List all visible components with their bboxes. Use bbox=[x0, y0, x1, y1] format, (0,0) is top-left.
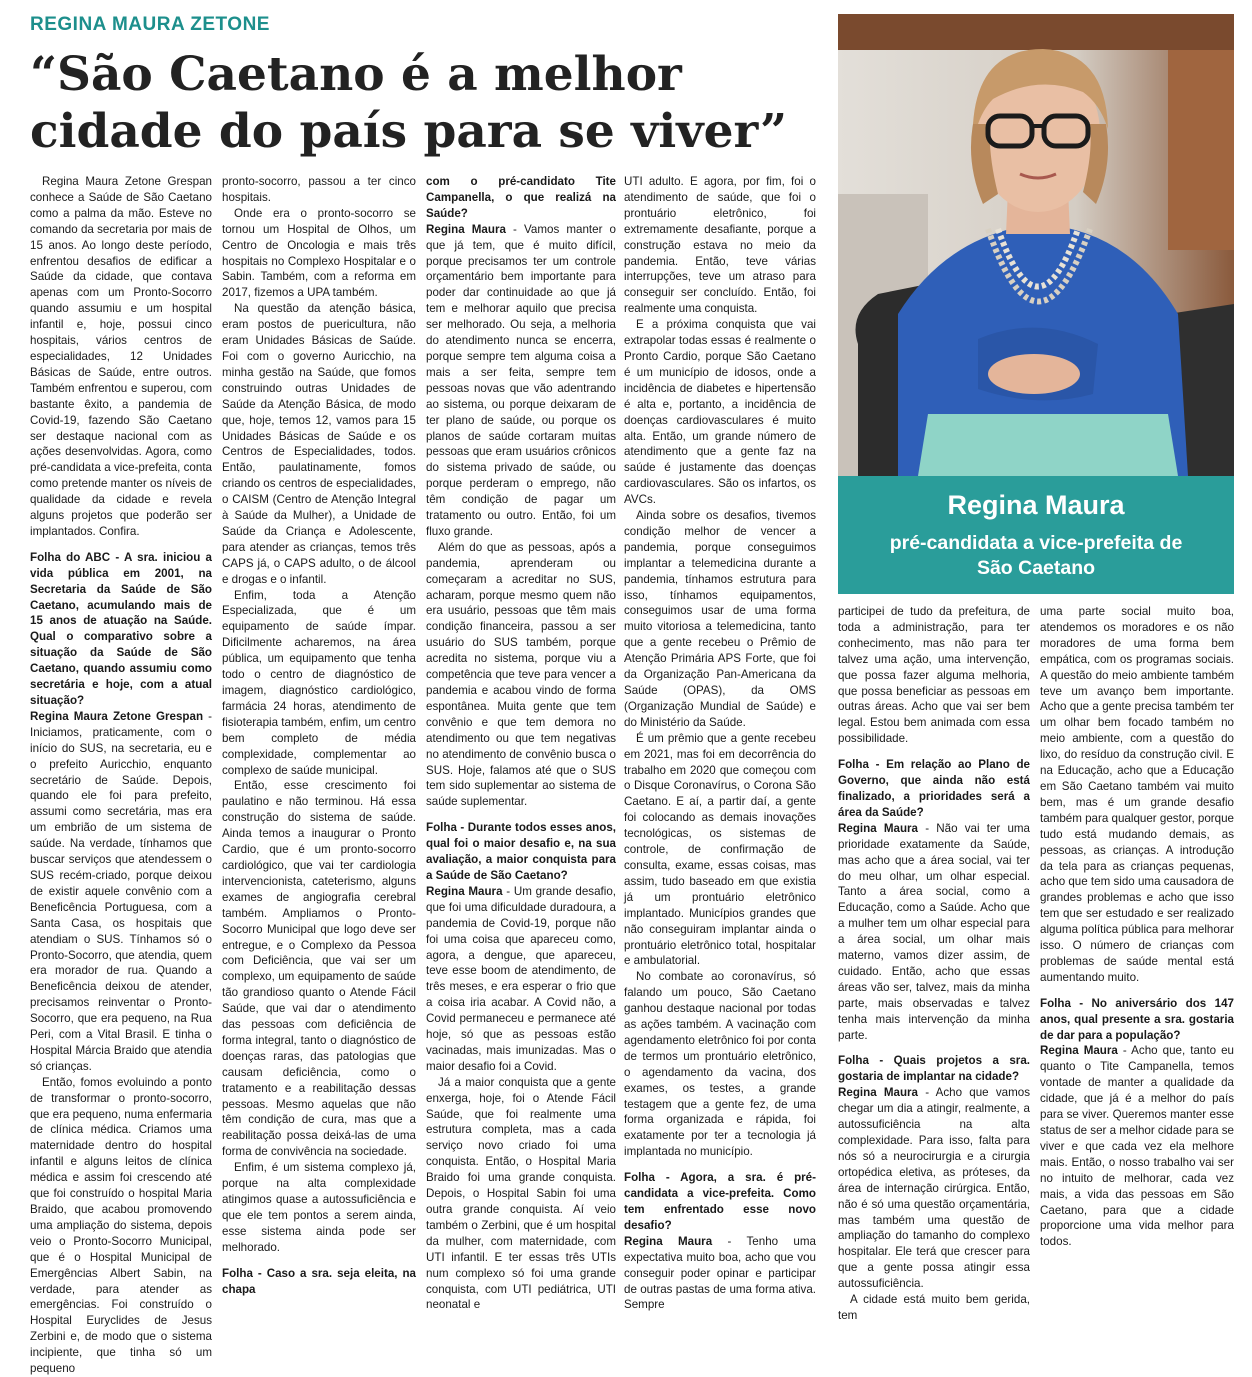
portrait-photo bbox=[838, 14, 1234, 476]
intro-paragraph: Regina Maura Zetone Grespan conhece a Saúde de São Caetano como a palma da mão. Esteve no comando da secretaria por mais de 15 anos. Ao longo deste período, enfrentou desafios de edificar a Saúde da cidade, que contava apenas com um Pronto-Socorro quando assumiu e um hospital infantil e, hoje, possui cinco hospitais, vários centros de especialidades, 12 Unidades Básicas de Saúde, entre outros. Também enfrentou e superou, com bastante êxito, a pandemia de Covid-19, fazendo São Caetano ser destaque nacional com as ações desenvolvidas. Agora, como pré-candidata a vice-prefeita, conta como pretende manter os níveis de qualidade da cidade e revela alguns projetos que poderão ser implantados. Confira. bbox=[30, 175, 212, 538]
answer-1 bbox=[30, 709, 212, 1075]
paragraph: No combate ao coronavírus, só falando um pouco, São Caetano ganhou destaque nacional por todas as ações também. A vacinação com agendamento eletrônico foi por conta de termos um prontuário eletrônico, o agendamento da vacina, dos exames, os testes, a grande testagem que a gente fez, de uma forma organizada e rápida, foi exatamente por ter a tecnologia já implantada no município. bbox=[624, 970, 816, 1159]
paragraph: participei de tudo da prefeitura, de toda a administração, para ter conhecimento, mas não para ter talvez uma ação, uma intervenção, que possa fazer alguma melhoria, que possa beneficiar as pessoas em outras áreas. Acho que vai ser bem legal. Estou bem animada com essa possibilidade. bbox=[838, 605, 1030, 746]
question-2: Folha - Caso a sra. seja eleita, na chapa bbox=[222, 1266, 416, 1296]
paragraph: Na questão da atenção básica, eram postos de puericultura, não eram Unidades Básicas de Saúde. Foi com o governo Auricchio, na minha gestão na Saúde, que fomos construindo outras Unidades de Saúde da Atenção Básica, de modo que, hoje, temos 12, vamos para 15 Unidades Básicas de Saúde e os Centros de Especialidades, todos. Então, paulatinamente, fomos criando os centros de especialidades, o CAISM (Centro de Atenção Integral à Saúde da Mulher), a Unidade de Saúde da Criança e Adolescente, para atender as crianças, temos três CAPS já, o CAPS adulto, o de álcool e drogas e o infantil. bbox=[222, 302, 416, 586]
answer-text: - Não vai ter uma prioridade exatamente da Saúde, mas acho que a área social, vai ter do meu olhar, um olhar especial. Tanto a área social, como a Educação, como a Saúde. Acho que a mulher tem um olhar especial para a área social, um olhar mais materno, vamos dizer assim, de cuidado. Então, acho que essas áreas vão ser, talvez, mais da minha parte, mais observadas e talvez tenha mais intervenção da minha parte. bbox=[838, 821, 1030, 1042]
speaker-label: Regina Maura bbox=[838, 821, 918, 835]
answer-text: - Um grande desafio, que foi uma dificuldade duradoura, a pandemia de Covid-19, porque não foi uma coisa que apareceu como, agora, a dengue, que apareceu, teve esse boom de atendimento, de três meses, e era esperar o frio que a coisa iria acabar. A Covid não, a Covid permaneceu e permanece até hoje, só que as pessoas estão vacinadas, mais imunizadas. Mas o maior desafio foi a Covid. bbox=[426, 884, 617, 1073]
paragraph: Onde era o pronto-socorro se tornou um Hospital de Olhos, um Centro de Oncologia e mais três hospitais no Complexo Hospitalar e o Sabin. Também, com a reforma em 2017, fizemos a UPA também. bbox=[222, 206, 416, 300]
question-6: Folha - Quais projetos a sra. gostaria de implantar na cidade? bbox=[838, 1054, 1030, 1084]
paragraph: Já a maior conquista que a gente enxerga, hoje, foi o Atende Fácil Saúde, que foi realmente uma estrutura completa, mas a cada serviço novo criado foi uma conquista. Então, o Hospital Maria Braido foi uma grande conquista. Depois, o Hospital Sabin foi uma outra grande conquista. Aí veio também o Zerbini, que é um hospital da mulher, com maternidade, com UTI infantil. E ter essas três UTIs num complexo só foi uma grande conquista, com UTI pediátrica, UTI neonatal e bbox=[426, 1075, 616, 1312]
paragraph: E a próxima conquista que vai extrapolar todas essas é realmente o Pronto Cardio, porque São Caetano é um município de idosos, onde a incidência de diabetes e hipertensão é alta e, portanto, a incidência de doenças cardiovasculares é muito alta. Então, um grande número de atendimento que a gente faz na saúde é justamente das doenças cardiovasculares. São os infartos, os AVCs. bbox=[624, 318, 816, 507]
paragraph: Além do que as pessoas, após a pandemia, aprenderam ou começaram a acreditar no SUS, acharam, porque mesmo quem não era usuário, pessoas que têm mais condição financeira, passou a ser usuário do SUS também, porque acredita no sistema, porque viu a competência que teve para vencer a pandemia e acabou vindo de forma espontânea. Muita gente que tem convênio e que tem demora no atendimento ou que tem negativas no atendimento de convênio busca o SUS. Hoje, falamos até que o SUS tem sido suplementar ao sistema de saúde suplementar. bbox=[426, 540, 616, 809]
question-1: Folha do ABC - A sra. iniciou a vida pública em 2001, na Secretaria da Saúde de São Caetano, acumulando mais de 15 anos de atuação na Saúde. Qual o comparativo sobre a situação da Saúde de São Caetano, quando assumiu como secretária e hoje, com a atual situação? bbox=[30, 550, 212, 707]
author-kicker: REGINA MAURA ZETONE bbox=[30, 14, 270, 35]
paragraph: uma parte social muito boa, atendemos os moradores e os não moradores de uma forma bem empática, com os programas sociais. A questão do meio ambiente também teve um avanço bem importante. Acho que a gente precisa também ter um olhar bem focado também no meio ambiente, com a questão do lixo, do resíduo da construção civil. E na Educação, acho que a Educação em São Caetano também vai muito bem, mas é um grande desafio também para qualquer gestor, porque tudo está mudando demais, as pessoas, as crianças. A introdução da tela para as crianças pequenas, acho que tem sido uma causadora de grandes problemas e acho que isso tem que ser estudado e ser realizado alguma política pública para melhorar isso. O número de crianças com problemas de saúde mental está aumentando muito. bbox=[1040, 605, 1234, 984]
question-3: Folha - Durante todos esses anos, qual foi o maior desafio e, na sua avaliação, a maior conquista para a Saúde de São Caetano? bbox=[426, 821, 616, 882]
answer-7 bbox=[1040, 1043, 1234, 1250]
answer-6 bbox=[838, 1085, 1030, 1292]
paragraph: A cidade está muito bem gerida, tem bbox=[838, 1293, 1030, 1322]
answer-5 bbox=[838, 821, 1030, 1044]
paragraph: Enfim, toda a Atenção Especializada, que é um equipamento de saúde ímpar. Dificilmente acharemos, na área pública, um equipamento que tenha todo o centro de diagnóstico de imagem, diagnóstico cardiológico, farmácia 24 horas, atendimento de fisioterapia também, enfim, um centro bem completo de média complexidade, complementar ao complexo de saúde municipal. bbox=[222, 588, 416, 777]
caption-role: pré-candidata a vice-prefeita de São Caetano bbox=[889, 532, 1183, 579]
caption-box bbox=[838, 476, 1234, 594]
paragraph: É um prêmio que a gente recebeu em 2021, mas foi em decorrência do trabalho em 2020 que começou com o Disque Coronavírus, o Corona São Caetano. E aí, a partir daí, a gente foi colocando as demais inovações tecnológicas, os sistemas de controle, de confirmação de consulta, exame, essas coisas, mas assim, tudo baseado em que existia já um prontuário eletrônico implantado. Municípios grandes que não conseguiram implantar ainda o prontuário eletrônico total, hospitalar e ambulatorial. bbox=[624, 731, 816, 968]
answer-4 bbox=[624, 1234, 816, 1314]
article-column-2 bbox=[222, 174, 416, 1296]
paragraph: Ainda sobre os desafios, tivemos condição melhor de vencer a pandemia, porque conseguimos implantar a telemedicina durante a pandemia, tínhamos estrutura para isso, tínhamos equipamentos, conseguimos usar de uma forma muito vitoriosa a telemedicina, tanto que a gente recebeu o Prêmio de Atenção Primária APS Forte, que foi da Organização Pan-Americana da Saúde (OPAS), da OMS (Organização Mundial de Saúde) e do Ministério da Saúde. bbox=[624, 509, 816, 729]
caption-name: Regina Maura bbox=[947, 490, 1125, 520]
speaker-label: Regina Maura bbox=[426, 884, 503, 898]
answer-text: - Acho que, tanto eu quanto o Tite Campanella, temos vontade de manter a qualidade da cidade, que já é a melhor do país para se viver. Queremos manter esse status de ser a melhor cidade para se viver e que cada vez ela melhore mais. Então, o nosso trabalho vai ser no intuito de melhorar, cada vez mais, a vida das pessoas em São Caetano, para que a cidade proporcione uma vida melhor para todos. bbox=[1040, 1044, 1234, 1249]
answer-text: - Iniciamos, praticamente, com o início do SUS, na secretaria, eu e o prefeito Auricchio, enquanto secretário de Saúde. Depois, quando ele foi para prefeito, assumi como secretária, mas era um embrião de um sistema de saúde. Na verdade, tínhamos que buscar serviços que atendessem o SUS recém-criado, porque deixou de existir aquele convênio com a Beneficência Portuguesa, com a Santa Casa, os hospitais que atendiam o SUS. Tínhamos só o Pronto-Socorro, que atendia, quem era morador de rua. Quando a Beneficência deixou de atender, precisamos reinventar o Pronto-Socorro, que era pequeno, na Rua Peri, com a Vital Brasil. E tinha o Hospital Márcia Braido que atendia só crianças. bbox=[30, 709, 212, 1073]
question-5: Folha - Em relação ao Plano de Governo, que ainda não está finalizado, a prioridades será a área da Saúde? bbox=[838, 758, 1030, 819]
speaker-label: Regina Maura bbox=[624, 1234, 713, 1248]
answer-text: - Vamos manter o que já tem, que é muito difícil, porque precisamos ter um controle orçamentário bem importante para poder dar continuidade ao que já tem e melhorar aquilo que precisa ser melhorado. Ou seja, a melhoria do atendimento nunca se encerra, porque sempre tem alguma coisa a mais a ser feita, sempre tem pessoas novas que vão adentrando ao sistema, ou porque deixaram de ter plano de saúde, ou porque os planos de saúde cortaram muitas pessoas que eram usuários crônicos do sistema privado de saúde, ou porque perderam o emprego, não têm condição de pagar um tratamento ou outro. Então, foi um fluxo grande. bbox=[426, 222, 616, 538]
paragraph: Então, fomos evoluindo a ponto de transformar o pronto-socorro, que era pequeno, numa enfermaria de clínica médica. Criamos uma maternidade dentro do hospital infantil e alguns leitos de clínica médica e assim foi crescendo até que foi construído o hospital Maria Braido, que acabou promovendo uma ampliação do sistema, depois veio o Pronto-Socorro Municipal, que é o Hospital Municipal de Emergências Albert Sabin, na verdade, para atender as emergências. Foi construído o Hospital Euryclides de Jesus Zerbini e, de modo que o sistema incipiente, que tinha só um pequeno bbox=[30, 1075, 212, 1376]
answer-2 bbox=[426, 222, 616, 540]
paragraph: Enfim, é um sistema complexo já, porque na alta complexidade atingimos quase a autossuficiência e que ele tem pontos a serem ainda, esse sistema ainda pode ser melhorado. bbox=[222, 1161, 416, 1254]
speaker-label: Regina Maura bbox=[1040, 1044, 1118, 1058]
answer-text: - Tenho uma expectativa muito boa, acho que vou conseguir poder opinar e participar de outras pastas de uma forma ativa. Sempre bbox=[624, 1234, 816, 1312]
question-2-continued: com o pré-candidato Tite Campanella, o que realizá na Saúde? bbox=[426, 175, 616, 220]
speaker-label: Regina Maura bbox=[838, 1086, 919, 1100]
speaker-label: Regina Maura bbox=[426, 222, 506, 236]
article-column-6 bbox=[1040, 604, 1234, 1249]
question-4: Folha - Agora, a sra. é pré-candidata a vice-prefeita. Como tem enfrentado esse novo desafio? bbox=[624, 1171, 816, 1232]
paragraph: Então, esse crescimento foi paulatino e não terminou. Há essa construção do sistema de saúde. Ainda temos a inaugurar o Pronto Cardio, que é um pronto-socorro cardiológico, que vai ter cardiologia intervencionista, cateterismo, alguns exames de angiografia cerebral também. Ampliamos o Pronto-Socorro Municipal que logo deve ser entregue, e o Complexo da Pessoa com Deficiência, que vai ser um complexo, um equipamento de saúde tão grandioso quanto o Atende Fácil Saúde, que vai dar o atendimento das pessoas com deficiência de forma integral, tanto o diagnóstico de doenças raras, das patologias que causam deficiência, como o tratamento e a reabilitação dessas pessoas. Mesmo aquelas que não têm condição de cura, mas que a reabilitação possa deixá-las de uma forma de convivência na sociedade. bbox=[222, 779, 416, 1159]
article-column-4 bbox=[624, 174, 816, 1312]
article-column-5 bbox=[838, 604, 1030, 1322]
headline: “São Caetano é a melhor cidade do país para se viver” bbox=[30, 47, 788, 159]
question-7: Folha - No aniversário dos 147 anos, qual presente a sra. gostaria de dar para a população? bbox=[1040, 996, 1234, 1042]
answer-3 bbox=[426, 884, 616, 1075]
answer-text: - Acho que vamos chegar um dia a atingir, realmente, a autossuficiência na alta complexidade. Para isso, falta para nós só a neurocirurgia e a cirurgia ortopédica eletiva, as próteses, da área de internação cirúrgica. Então, não é só uma questão orçamentária, mas também uma questão de ampliação do tamanho do complexo hospitalar. Ele terá que crescer para que a gente possa atingir essa autossuficiência. bbox=[838, 1086, 1030, 1291]
article-column-1 bbox=[30, 174, 212, 1376]
speaker-label: Regina Maura Zetone Grespan bbox=[30, 709, 204, 723]
article-column-3 bbox=[426, 174, 617, 1312]
paragraph: pronto-socorro, passou a ter cinco hospitais. bbox=[222, 175, 416, 204]
portrait-illustration bbox=[838, 14, 1234, 476]
paragraph: UTI adulto. E agora, por fim, foi o atendimento de saúde, que foi o prontuário eletrônico, foi extremamente desafiante, porque a construção estava no meio da pandemia. Então, teve várias interrupções, teve um atraso para conseguir ser concluído. Então, foi realmente uma conquista. bbox=[624, 175, 816, 316]
